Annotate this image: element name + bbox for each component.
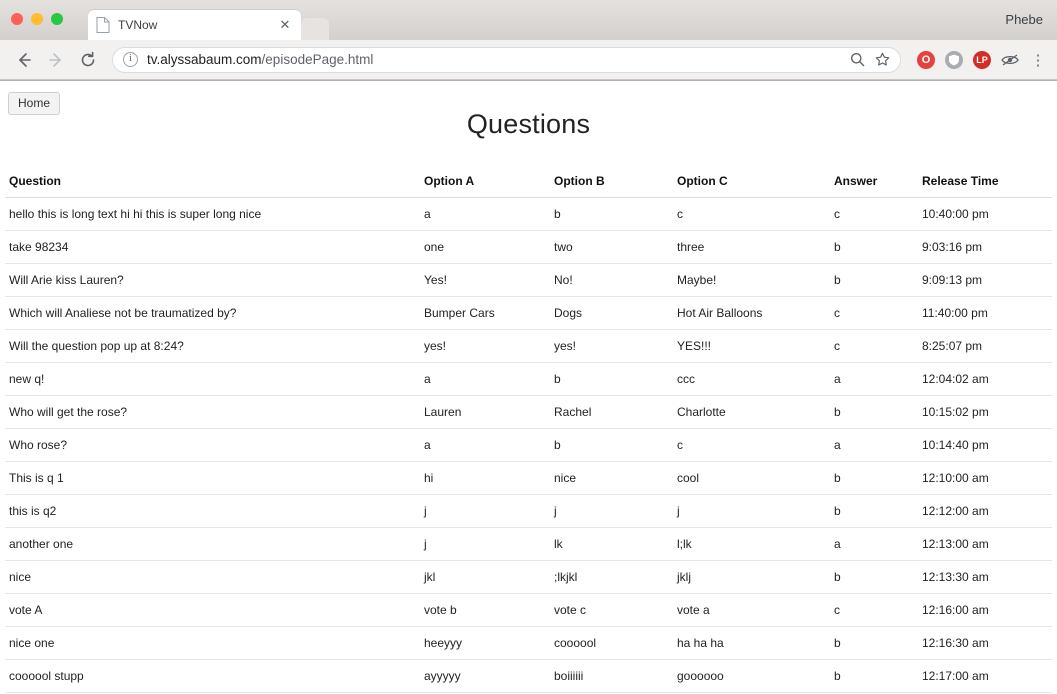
option-b-cell [550, 693, 673, 694]
option-a-cell: Lauren [420, 396, 550, 429]
search-icon[interactable] [850, 52, 865, 67]
table-row [5, 231, 1052, 264]
table-row [5, 528, 1052, 561]
browser-toolbar [0, 40, 1057, 80]
question-cell: Will the question pop up at 8:24? [5, 330, 420, 363]
option-c-cell: goooooo [673, 660, 830, 693]
option-b-cell: nice [550, 462, 673, 495]
option-c-cell: ha ha ha [673, 627, 830, 660]
answer-cell: b [830, 495, 918, 528]
option-a-cell: jkl [420, 561, 550, 594]
option-c-cell: Hot Air Balloons [673, 297, 830, 330]
close-window-button[interactable] [11, 13, 23, 25]
option-a-cell: Yes! [420, 264, 550, 297]
answer-cell: c [830, 297, 918, 330]
option-a-cell: vote b [420, 594, 550, 627]
option-c-cell [673, 693, 830, 694]
option-a-cell [420, 693, 550, 694]
release-time-cell: 12:04:02 am [918, 363, 1052, 396]
option-c-cell: c [673, 429, 830, 462]
back-icon[interactable] [10, 46, 38, 74]
question-cell: Will Arie kiss Lauren? [5, 264, 420, 297]
column-header-option-c: Option C [673, 166, 830, 198]
release-time-cell: 11:40:00 pm [918, 297, 1052, 330]
answer-cell: b [830, 396, 918, 429]
option-a-cell: ayyyyy [420, 660, 550, 693]
table-row [5, 429, 1052, 462]
question-cell [5, 693, 420, 694]
column-header-release-time: Release Time [918, 166, 1052, 198]
option-b-cell: No! [550, 264, 673, 297]
answer-cell [830, 693, 918, 694]
answer-cell: a [830, 363, 918, 396]
address-bar[interactable] [112, 47, 901, 73]
question-cell: new q! [5, 363, 420, 396]
answer-cell: b [830, 264, 918, 297]
option-b-cell: lk [550, 528, 673, 561]
star-icon[interactable] [875, 52, 890, 67]
option-a-cell: heeyyy [420, 627, 550, 660]
lastpass-extension-icon[interactable]: LP [973, 51, 991, 69]
background-tab[interactable] [301, 18, 329, 40]
table-row [5, 264, 1052, 297]
answer-cell: c [830, 594, 918, 627]
browser-titlebar [0, 0, 1057, 40]
tab-title: TVNow [118, 18, 158, 32]
option-c-cell: j [673, 495, 830, 528]
option-b-cell: b [550, 198, 673, 231]
question-cell: this is q2 [5, 495, 420, 528]
column-header-option-b: Option B [550, 166, 673, 198]
release-time-cell: 12:13:30 am [918, 561, 1052, 594]
minimize-window-button[interactable] [31, 13, 43, 25]
question-cell: Which will Analiese not be traumatized by? [5, 297, 420, 330]
table-row [5, 330, 1052, 363]
option-b-cell: Dogs [550, 297, 673, 330]
answer-cell: b [830, 231, 918, 264]
option-c-cell: YES!!! [673, 330, 830, 363]
option-c-cell: l;lk [673, 528, 830, 561]
release-time-cell: 8:25:07 pm [918, 330, 1052, 363]
window-controls[interactable] [11, 13, 63, 25]
option-c-cell: jklj [673, 561, 830, 594]
option-c-cell: Charlotte [673, 396, 830, 429]
page-content [0, 81, 1057, 693]
release-time-cell: 12:13:00 am [918, 528, 1052, 561]
answer-cell: c [830, 198, 918, 231]
option-a-cell: a [420, 363, 550, 396]
option-b-cell: b [550, 429, 673, 462]
release-time-cell: 10:15:02 pm [918, 396, 1052, 429]
option-c-cell: three [673, 231, 830, 264]
option-b-cell: yes! [550, 330, 673, 363]
option-c-cell: vote a [673, 594, 830, 627]
opera-extension-icon[interactable]: O [917, 51, 935, 69]
table-header-row [5, 166, 1052, 198]
question-cell: another one [5, 528, 420, 561]
table-row [5, 693, 1052, 694]
question-cell: Who will get the rose? [5, 396, 420, 429]
option-b-cell: j [550, 495, 673, 528]
eye-extension-icon[interactable] [1001, 51, 1019, 69]
profile-name[interactable]: Phebe [1005, 12, 1043, 27]
release-time-cell: 10:40:00 pm [918, 198, 1052, 231]
home-button[interactable]: Home [8, 92, 60, 115]
answer-cell: a [830, 429, 918, 462]
browser-tab[interactable] [88, 10, 301, 40]
release-time-cell: 9:03:16 pm [918, 231, 1052, 264]
option-a-cell: j [420, 528, 550, 561]
option-c-cell: cool [673, 462, 830, 495]
option-c-cell: ccc [673, 363, 830, 396]
page-icon [96, 17, 110, 33]
release-time-cell: 12:17:00 am [918, 660, 1052, 693]
release-time-cell: 12:16:00 am [918, 594, 1052, 627]
question-cell: take 98234 [5, 231, 420, 264]
option-b-cell: b [550, 363, 673, 396]
option-a-cell: a [420, 198, 550, 231]
release-time-cell: 12:16:30 am [918, 627, 1052, 660]
question-cell: hello this is long text hi hi this is super long nice [5, 198, 420, 231]
table-row [5, 627, 1052, 660]
table-row [5, 660, 1052, 693]
option-a-cell: Bumper Cars [420, 297, 550, 330]
shield-extension-icon[interactable] [945, 51, 963, 69]
maximize-window-button[interactable] [51, 13, 63, 25]
question-cell: coooool stupp [5, 660, 420, 693]
site-info-icon[interactable]: i [123, 52, 138, 67]
option-b-cell: coooool [550, 627, 673, 660]
table-row [5, 363, 1052, 396]
question-cell: nice one [5, 627, 420, 660]
question-cell: Who rose? [5, 429, 420, 462]
browser-chrome [0, 0, 1057, 81]
release-time-cell: 10:14:40 pm [918, 429, 1052, 462]
option-a-cell: one [420, 231, 550, 264]
table-row [5, 396, 1052, 429]
release-time-cell: 12:12:00 am [918, 495, 1052, 528]
table-row [5, 594, 1052, 627]
question-cell: vote A [5, 594, 420, 627]
column-header-option-a: Option A [420, 166, 550, 198]
table-body [5, 198, 1052, 694]
url-host: tv.alyssabaum.com [147, 52, 262, 67]
option-b-cell: vote c [550, 594, 673, 627]
option-c-cell: c [673, 198, 830, 231]
table-row [5, 462, 1052, 495]
answer-cell: b [830, 462, 918, 495]
answer-cell: b [830, 561, 918, 594]
answer-cell: b [830, 627, 918, 660]
table-row [5, 198, 1052, 231]
table-row [5, 297, 1052, 330]
answer-cell: a [830, 528, 918, 561]
question-cell: nice [5, 561, 420, 594]
option-a-cell: hi [420, 462, 550, 495]
question-cell: This is q 1 [5, 462, 420, 495]
answer-cell: b [830, 660, 918, 693]
option-b-cell: ;lkjkl [550, 561, 673, 594]
reload-icon[interactable] [74, 46, 102, 74]
table-row [5, 561, 1052, 594]
option-b-cell: Rachel [550, 396, 673, 429]
close-icon[interactable]: ✕ [279, 17, 291, 32]
column-header-question: Question [5, 166, 420, 198]
option-b-cell: two [550, 231, 673, 264]
release-time-cell [918, 693, 1052, 694]
option-b-cell: boiiiiii [550, 660, 673, 693]
option-a-cell: a [420, 429, 550, 462]
column-header-answer: Answer [830, 166, 918, 198]
release-time-cell: 12:10:00 am [918, 462, 1052, 495]
forward-icon [42, 46, 70, 74]
extension-icons [917, 51, 1047, 69]
url-text [147, 52, 840, 67]
url-path: /episodePage.html [261, 52, 374, 67]
option-c-cell: Maybe! [673, 264, 830, 297]
option-a-cell: yes! [420, 330, 550, 363]
browser-menu-icon[interactable]: ⋮ [1030, 51, 1046, 69]
release-time-cell: 9:09:13 pm [918, 264, 1052, 297]
option-a-cell: j [420, 495, 550, 528]
answer-cell: c [830, 330, 918, 363]
questions-table [5, 166, 1052, 693]
table-row [5, 495, 1052, 528]
page-title: Questions [466, 109, 591, 139]
